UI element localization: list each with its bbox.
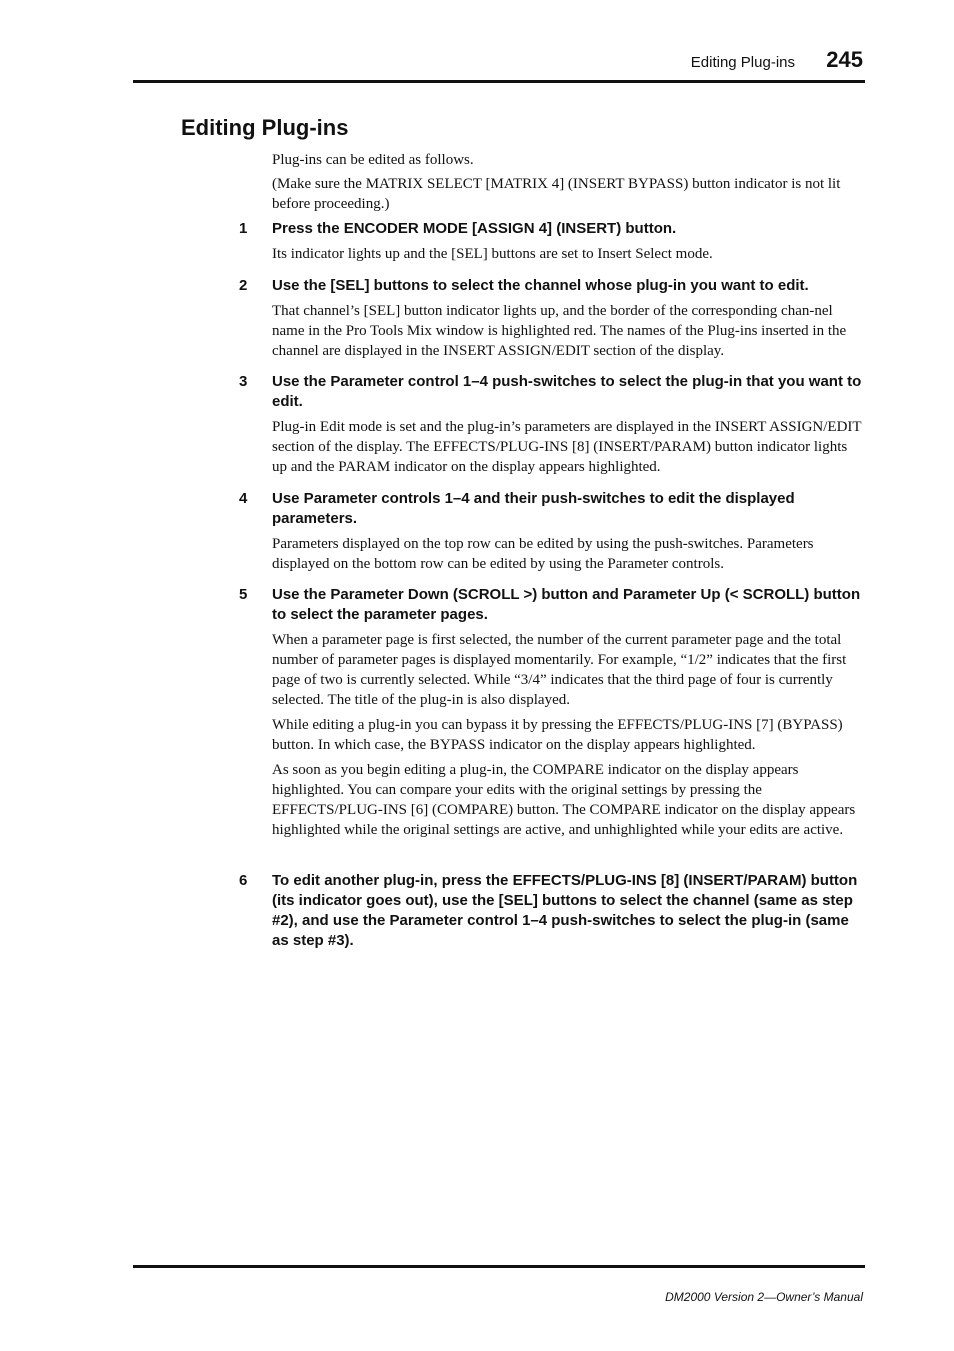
step-description: Plug-in Edit mode is set and the plug-in’s parameters are displayed in the INSERT ASSIGN/EDIT section of the display. The EFFECTS/PLUG-INS [8] (INSERT/PARAM) button indicator lights up and the PARAM indicator on the display appears highlighted.: [272, 419, 862, 475]
header-section-name: Editing Plug-ins: [690, 54, 795, 71]
footer-rule: [133, 1265, 865, 1268]
step-instruction: Use the Parameter Down (SCROLL >) button and Parameter Up (< SCROLL) button to select the parameter pages.: [272, 586, 861, 623]
step-instruction: Use Parameter controls 1–4 and their push-switches to edit the displayed parameters.: [272, 490, 795, 527]
step-description: When a parameter page is first selected, the number of the current parameter page and the total number of parameter pages is displayed momentarily. For example, “1/2” indicates that the first page of two is currently selected. While “3/4” indicates that the third page of four is currently selected. The title of the plug-in is also displayed.: [272, 632, 847, 708]
running-header: [133, 44, 865, 74]
header-rule: [133, 80, 865, 83]
step-description: As soon as you begin editing a plug-in, the COMPARE indicator on the display appears highlighted. You can compare your edits with the original settings by pressing the EFFECTS/PLUG-INS [6] (COMPARE) button. The COMPARE indicator on the display appears highlighted while the original settings are active, and unhighlighted while your edits are active.: [272, 762, 856, 838]
step-number: 2: [239, 277, 248, 294]
step-instruction: Use the Parameter control 1–4 push-switches to select the plug-in that you want to edit.: [272, 373, 862, 410]
step-description: While editing a plug-in you can bypass it by pressing the EFFECTS/PLUG-INS [7] (BYPASS) button. In which case, the BYPASS indicator on the display appears highlighted.: [272, 717, 843, 753]
step-number: 4: [239, 490, 248, 507]
intro-note: (Make sure the MATRIX SELECT [MATRIX 4] (INSERT BYPASS) button indicator is not lit before proceeding.): [272, 176, 841, 212]
intro-paragraph: Plug-ins can be edited as follows.: [272, 152, 474, 168]
step-instruction: Press the ENCODER MODE [ASSIGN 4] (INSERT) button.: [272, 220, 677, 237]
section-title: Editing Plug-ins: [181, 115, 349, 140]
step-number: 1: [239, 220, 248, 237]
footer-manual-title: DM2000 Version 2—Owner’s Manual: [665, 1290, 863, 1304]
step-number: 5: [239, 586, 248, 603]
step-description: Parameters displayed on the top row can be edited by using the push-switches. Parameters displayed on the bottom row can be edited by using the Parameter controls.: [272, 536, 814, 572]
step-instruction: Use the [SEL] buttons to select the channel whose plug-in you want to edit.: [272, 277, 809, 294]
step-description: That channel’s [SEL] button indicator lights up, and the border of the corresponding chan-nel name in the Pro Tools Mix window is highlighted red. The names of the Plug-ins inserted in the channel are displayed in the INSERT ASSIGN/EDIT section of the display.: [272, 303, 847, 359]
step-number: 3: [239, 373, 248, 390]
step-instruction: To edit another plug-in, press the EFFECTS/PLUG-INS [8] (INSERT/PARAM) button (its indicator goes out), use the [SEL] buttons to select the channel (same as step #2), and use the Parameter control 1–4 push-switches to select the plug-in (same as step #3).: [272, 872, 858, 949]
step-description: Its indicator lights up and the [SEL] buttons are set to Insert Select mode.: [272, 246, 713, 262]
page-number: 245: [826, 47, 863, 72]
step-number: 6: [239, 872, 248, 889]
